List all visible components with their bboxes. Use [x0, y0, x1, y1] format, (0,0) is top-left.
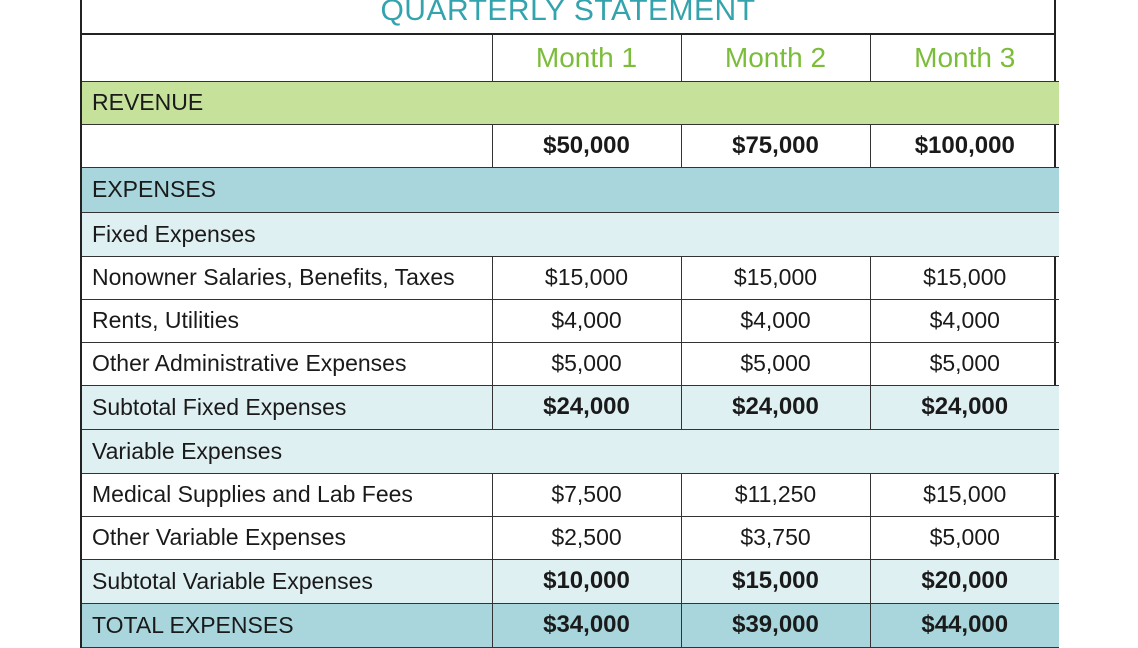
revenue-values-blank: [82, 124, 492, 167]
row-value: $7,500: [492, 473, 681, 516]
revenue-label: REVENUE: [82, 81, 1059, 124]
fixed-expenses-label: Fixed Expenses: [82, 212, 1059, 256]
total-expenses-month-3: $44,000: [870, 603, 1059, 647]
row-value: $15,000: [870, 473, 1059, 516]
row-value: $11,250: [681, 473, 870, 516]
table-row: [82, 256, 1059, 299]
row-label: Other Administrative Expenses: [82, 342, 492, 385]
table-row: [82, 299, 1059, 342]
row-value: $5,000: [681, 342, 870, 385]
subtotal-variable-label: Subtotal Variable Expenses: [82, 559, 492, 603]
statement-title: QUARTERLY STATEMENT: [380, 0, 756, 27]
subtotal-variable-month-1: $10,000: [492, 559, 681, 603]
month-2-header: Month 2: [681, 35, 870, 81]
row-value: $2,500: [492, 516, 681, 559]
month-1-header: Month 1: [492, 35, 681, 81]
row-value: $3,750: [681, 516, 870, 559]
month-3-header: Month 3: [870, 35, 1059, 81]
row-value: $15,000: [681, 256, 870, 299]
subtotal-variable-month-3: $20,000: [870, 559, 1059, 603]
row-value: $4,000: [492, 299, 681, 342]
row-value: $4,000: [681, 299, 870, 342]
row-value: $15,000: [492, 256, 681, 299]
subtotal-fixed-label: Subtotal Fixed Expenses: [82, 385, 492, 429]
variable-expenses-header-row: [82, 429, 1059, 473]
revenue-month-3: $100,000: [870, 124, 1059, 167]
variable-expenses-label: Variable Expenses: [82, 429, 1059, 473]
row-label: Other Variable Expenses: [82, 516, 492, 559]
row-label: Medical Supplies and Lab Fees: [82, 473, 492, 516]
revenue-header-row: [82, 81, 1059, 124]
table-row: [82, 516, 1059, 559]
expenses-header-row: [82, 167, 1059, 212]
statement-table: [82, 35, 1059, 648]
row-value: $5,000: [870, 516, 1059, 559]
row-value: $5,000: [870, 342, 1059, 385]
subtotal-variable-month-2: $15,000: [681, 559, 870, 603]
row-value: $5,000: [492, 342, 681, 385]
header-blank-cell: [82, 35, 492, 81]
title-row: [82, 0, 1054, 35]
total-expenses-month-1: $34,000: [492, 603, 681, 647]
revenue-month-1: $50,000: [492, 124, 681, 167]
total-expenses-row: [82, 603, 1059, 647]
revenue-month-2: $75,000: [681, 124, 870, 167]
total-expenses-label: TOTAL EXPENSES: [82, 603, 492, 647]
expenses-label: EXPENSES: [82, 167, 1059, 212]
row-label: Rents, Utilities: [82, 299, 492, 342]
subtotal-variable-row: [82, 559, 1059, 603]
total-expenses-month-2: $39,000: [681, 603, 870, 647]
fixed-expenses-header-row: [82, 212, 1059, 256]
subtotal-fixed-row: [82, 385, 1059, 429]
row-value: $4,000: [870, 299, 1059, 342]
table-row: [82, 342, 1059, 385]
subtotal-fixed-month-3: $24,000: [870, 385, 1059, 429]
subtotal-fixed-month-2: $24,000: [681, 385, 870, 429]
row-label: Nonowner Salaries, Benefits, Taxes: [82, 256, 492, 299]
revenue-values-row: [82, 124, 1059, 167]
table-row: [82, 473, 1059, 516]
month-header-row: [82, 35, 1059, 81]
quarterly-statement-sheet: [80, 0, 1056, 648]
row-value: $15,000: [870, 256, 1059, 299]
subtotal-fixed-month-1: $24,000: [492, 385, 681, 429]
